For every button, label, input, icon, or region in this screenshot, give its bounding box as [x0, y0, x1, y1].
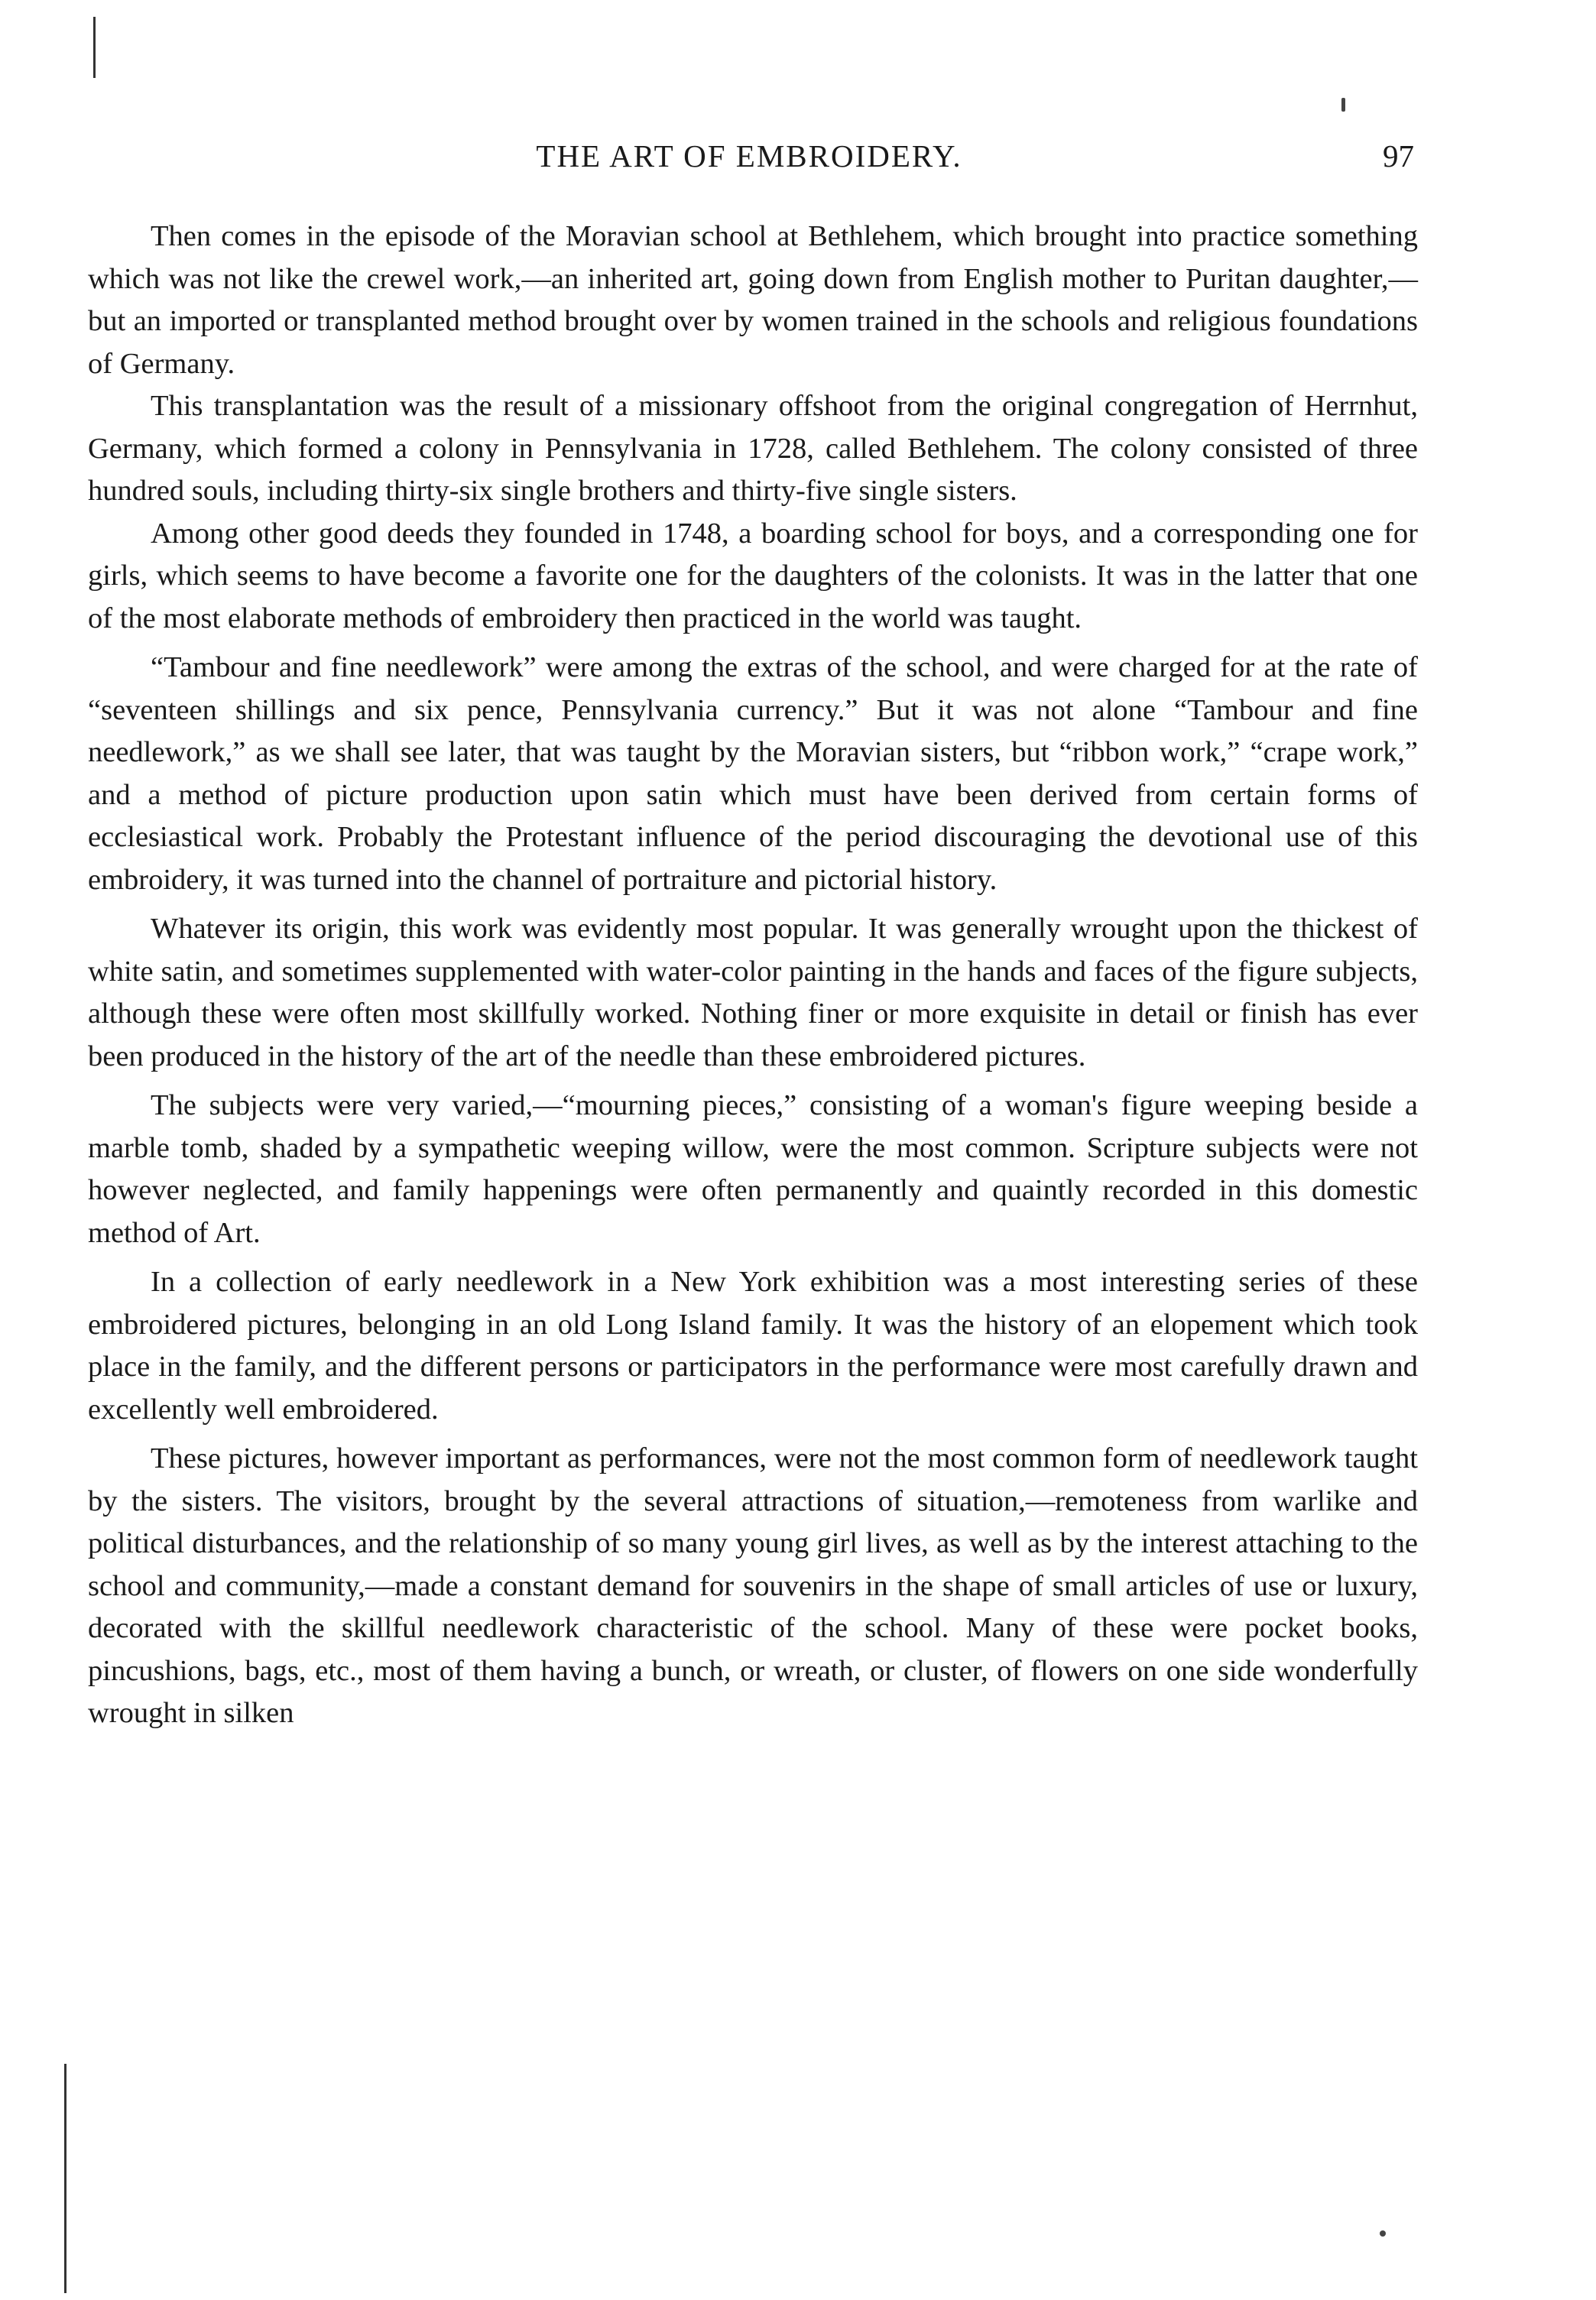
scan-speck	[1380, 2230, 1386, 2237]
scan-margin-mark	[64, 2064, 66, 2293]
paragraph: Then comes in the episode of the Moravian school at Bethlehem, which brought into practice something which was not like the crewel work,—an inherited art, going down from English mother to Puritan daughter,—but an imported or transplanted method brought over by women trained in the schools and religious foundations of Germany.	[88, 220, 1418, 380]
paragraph: Whatever its origin, this work was evidently most popular. It was generally wrought upon the thickest of white satin, and sometimes supplemented with water-color painting in the hands and faces of the figure subjects, although these were often most skillfully worked. Nothing finer or more exquisite in detail or finish has ever been produced in the history of the art of the needle than these embroidered pictures.	[88, 913, 1418, 1072]
body-text	[88, 216, 1418, 1735]
paragraph: Among other good deeds they founded in 1748, a boarding school for boys, and a corresponding one for girls, which seems to have become a favorite one for the daughters of the colonists. It was in the latter that one of the most elaborate methods of embroidery then practiced in the world was taught.	[88, 517, 1418, 634]
paragraph: These pictures, however important as performances, were not the most common form of needlework taught by the sisters. The visitors, brought by the several attractions of situation,—remoteness from warlike and political disturbances, and the relationship of so many young girl lives, as well as by the interest attaching to the school and community,—made a constant demand for souvenirs in the shape of small articles of use or luxury, decorated with the skillful needlework characteristic of the school. Many of these were pocket books, pincushions, bags, etc., most of them having a bunch, or wreath, or cluster, of flowers on one side wonderfully wrought in silken	[88, 1442, 1418, 1729]
scan-speck	[1341, 98, 1345, 112]
paragraph: The subjects were very varied,—“mourning pieces,” consisting of a woman's figure weeping beside a marble tomb, shaded by a sympathetic weeping willow, were the most common. Scripture subjects were not however neglected, and family happenings were often permanently and quaintly recorded in this domestic method of Art.	[88, 1089, 1418, 1249]
page-header	[84, 138, 1414, 183]
page-number: 97	[1383, 138, 1414, 174]
scan-margin-mark	[93, 17, 96, 78]
running-title: THE ART OF EMBROIDERY.	[536, 138, 962, 174]
paragraph: This transplantation was the result of a missionary offshoot from the original congregation of Herrnhut, Germany, which formed a colony in Pennsylvania in 1728, called Bethlehem. The colony consisted of three hundred souls, including thirty-six single brothers and thirty-five single sisters.	[88, 390, 1418, 507]
paragraph: “Tambour and fine needlework” were among the extras of the school, and were charged for at the rate of “seventeen shillings and six pence, Pennsylvania currency.” But it was not alone “Tambour and fine needlework,” as we shall see later, that was taught by the Moravian sisters, but “ribbon work,” “crape work,” and a method of picture production upon satin which must have been derived from certain forms of ecclesiastical work. Probably the Protestant influence of the period discouraging the devotional use of this embroidery, it was turned into the channel of portraiture and pictorial history.	[88, 651, 1418, 896]
paragraph: In a collection of early needlework in a New York exhibition was a most interesting series of these embroidered pictures, belonging in an old Long Island family. It was the history of an elopement which took place in the family, and the different persons or participators in the performance were most carefully drawn and excellently well embroidered.	[88, 1266, 1418, 1426]
